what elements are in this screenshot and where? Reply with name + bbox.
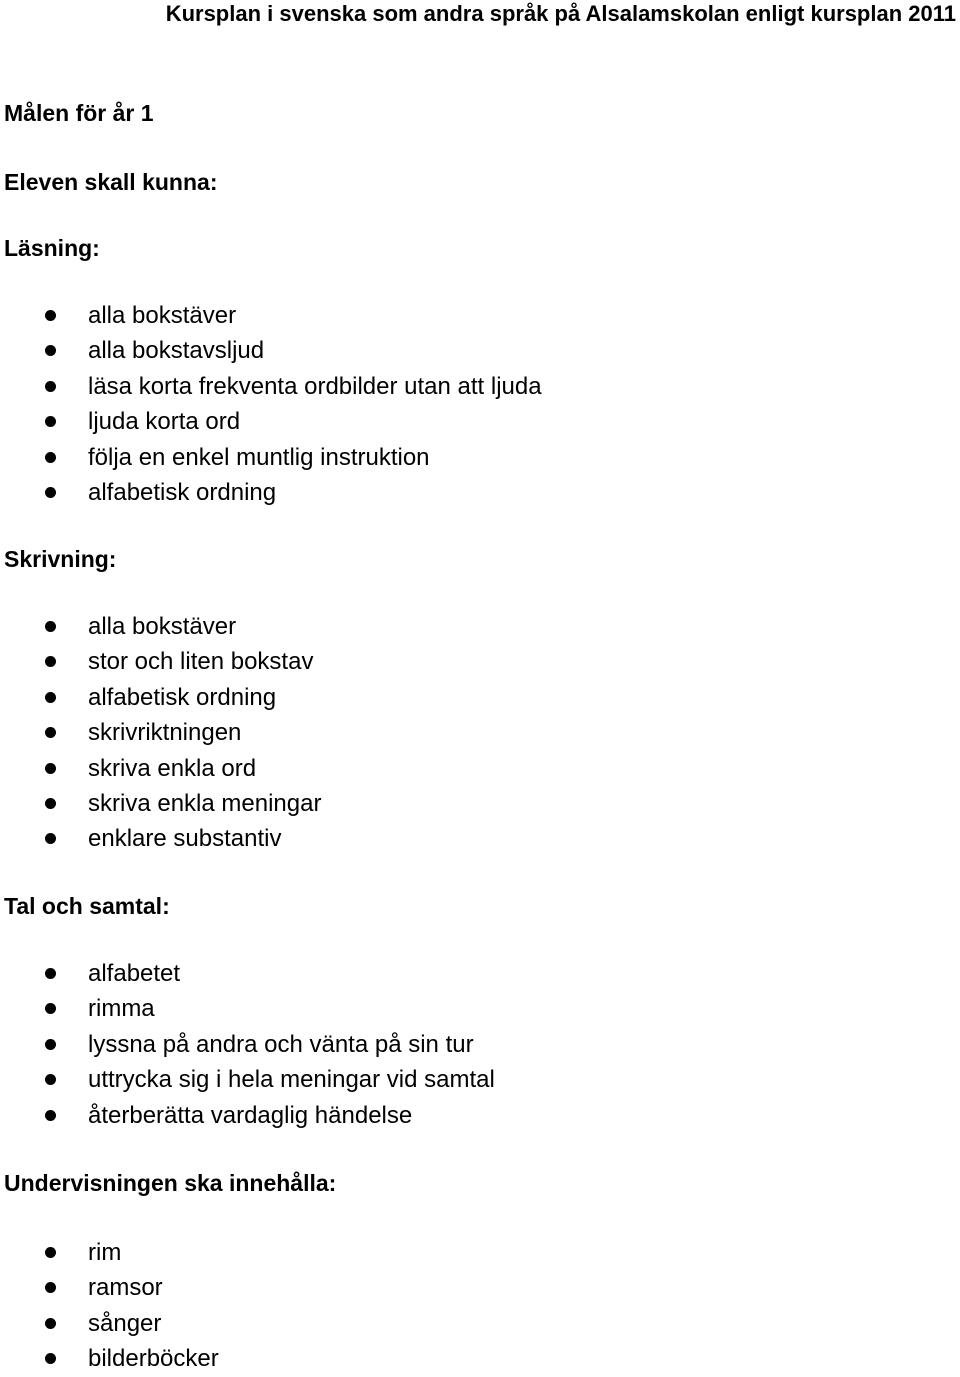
list-item [0, 680, 321, 715]
bullet-icon [45, 621, 56, 632]
list-item [0, 1027, 495, 1062]
list-item-text: uttrycka sig i hela meningar vid samtal [88, 1066, 495, 1094]
goal-heading: Målen för år 1 [4, 100, 154, 126]
list-item [0, 644, 321, 679]
bullet-icon [45, 727, 56, 738]
bullet-icon [45, 381, 56, 392]
tal-list [0, 956, 495, 1133]
bullet-icon [45, 310, 56, 321]
list-item-text: skriva enkla ord [88, 754, 257, 782]
bullet-icon [45, 833, 56, 844]
list-item [0, 609, 321, 644]
list-item [0, 786, 321, 821]
bullet-icon [45, 798, 56, 809]
list-item-text: ljuda korta ord [88, 408, 241, 436]
section-heading-skrivning: Skrivning: [4, 546, 117, 572]
bullet-icon [45, 1282, 56, 1293]
list-item [0, 1341, 219, 1376]
section-heading-tal: Tal och samtal: [4, 893, 170, 919]
bullet-icon [45, 1074, 56, 1085]
list-item [0, 1270, 219, 1305]
list-item-text: alfabetet [88, 960, 181, 987]
bullet-icon [45, 1353, 56, 1364]
list-item-text: rim [88, 1239, 122, 1266]
undervisning-list [0, 1235, 219, 1377]
section-heading-lasning: Läsning: [4, 235, 100, 261]
bullet-icon [45, 1110, 56, 1121]
bullet-icon [45, 1318, 56, 1329]
list-item-text: lyssna på andra och vänta på sin tur [88, 1030, 474, 1058]
bullet-icon [45, 968, 56, 979]
list-item [0, 1306, 219, 1341]
list-item-text: läsa korta frekventa ordbilder utan att ljuda [88, 372, 542, 400]
sub-heading: Eleven skall kunna: [4, 169, 218, 195]
list-item [0, 1098, 495, 1133]
list-item [0, 298, 542, 333]
document-title: Kursplan i svenska som andra språk på Alsalamskolan enligt kursplan 2011 [165, 1, 956, 26]
list-item [0, 821, 321, 856]
bullet-icon [45, 1247, 56, 1258]
list-item [0, 751, 321, 786]
list-item [0, 440, 542, 475]
list-item [0, 333, 542, 368]
bullet-icon [45, 763, 56, 774]
list-item-text: bilderböcker [88, 1345, 219, 1373]
list-item-text: skrivriktningen [88, 719, 242, 747]
list-item-text: rimma [88, 995, 155, 1023]
list-item-text: alfabetisk ordning [88, 683, 277, 711]
bullet-icon [45, 1003, 56, 1014]
bullet-icon [45, 656, 56, 667]
list-item-text: följa en enkel muntlig instruktion [88, 443, 430, 471]
skrivning-list [0, 609, 321, 857]
list-item [0, 475, 542, 510]
list-item-text: enklare substantiv [88, 825, 282, 853]
list-item [0, 369, 542, 404]
list-item-text: alla bokstäver [88, 613, 237, 640]
bullet-icon [45, 345, 56, 356]
list-item-text: ramsor [88, 1274, 163, 1302]
list-item-text: alla bokstavsljud [88, 337, 265, 365]
bullet-icon [45, 1039, 56, 1050]
list-item-text: sånger [88, 1309, 162, 1337]
bullet-icon [45, 487, 56, 498]
list-item [0, 956, 495, 991]
list-item-text: alfabetisk ordning [88, 478, 277, 506]
lasning-list [0, 298, 542, 510]
list-item [0, 991, 495, 1026]
bullet-icon [45, 452, 56, 463]
list-item [0, 1062, 495, 1097]
list-item [0, 404, 542, 439]
list-item [0, 715, 321, 750]
bullet-icon [45, 416, 56, 427]
list-item-text: skriva enkla meningar [88, 789, 322, 817]
list-item [0, 1235, 219, 1270]
bullet-icon [45, 692, 56, 703]
list-item-text: stor och liten bokstav [88, 648, 314, 676]
section-heading-undervisning: Undervisningen ska innehålla: [4, 1170, 337, 1196]
list-item-text: återberätta vardaglig händelse [88, 1101, 413, 1129]
list-item-text: alla bokstäver [88, 302, 237, 329]
